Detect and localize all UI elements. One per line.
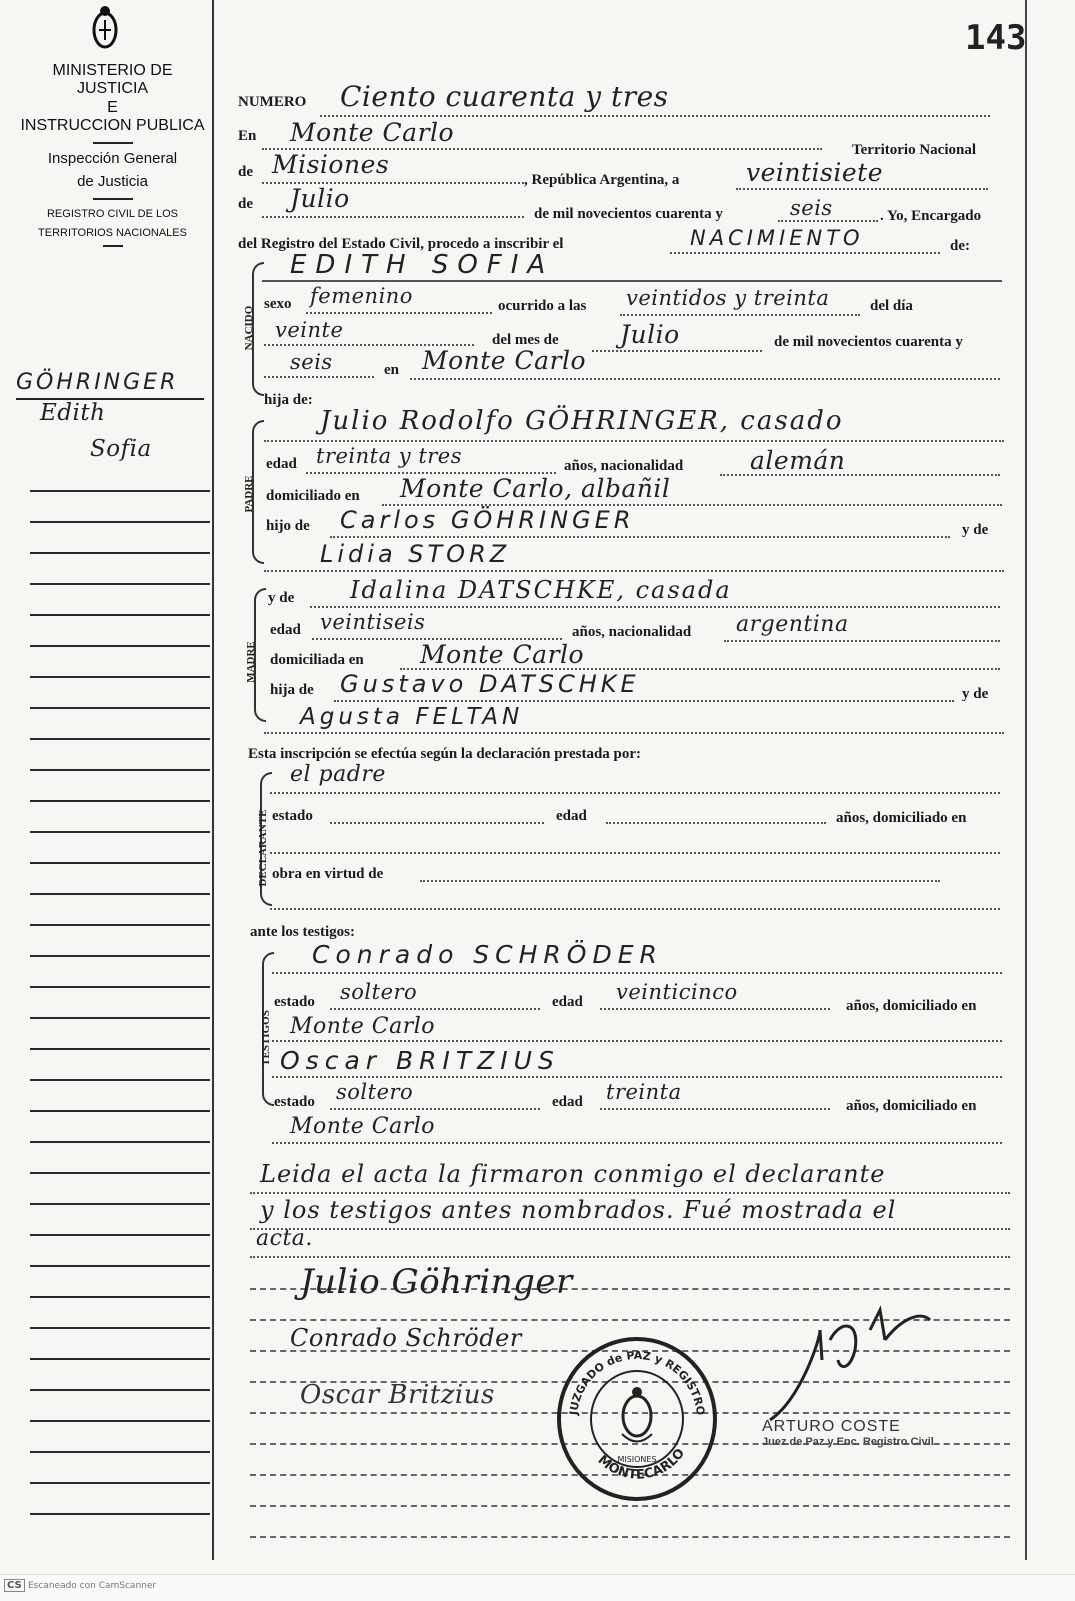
madre-father-value: Gustavo DATSCHKE xyxy=(340,670,640,698)
day-value: veintisiete xyxy=(746,158,884,187)
testigo2-edad: treinta xyxy=(606,1080,682,1104)
anio-line xyxy=(264,376,374,378)
nacido-mil-label: de mil novecientos cuarenta y xyxy=(774,334,963,350)
madre-dom-value: Monte Carlo xyxy=(420,640,585,669)
republica-label: , República Argentina, a xyxy=(524,172,680,188)
official-title: Juez de Paz y Enc. Registro Civil xyxy=(762,1436,934,1448)
padre-mother-value: Lidia STORZ xyxy=(320,540,511,568)
margin-rule xyxy=(30,707,210,709)
margin-rule xyxy=(30,924,210,926)
margin-rule xyxy=(30,645,210,647)
scanner-text: Escaneado con CamScanner xyxy=(28,1581,157,1591)
margin-rule xyxy=(30,490,210,492)
madre-edad-label: edad xyxy=(270,622,301,638)
hora-value: veintidos y treinta xyxy=(626,286,830,310)
padre-edad-label: edad xyxy=(266,456,297,472)
hija-label: hija de: xyxy=(264,392,313,408)
padre-dom-label: domiciliado en xyxy=(266,488,360,504)
de-label: de xyxy=(238,164,253,180)
padre-name-line xyxy=(264,440,1004,442)
scanner-badge: CS xyxy=(4,1579,25,1592)
declarante-estado-label: estado xyxy=(272,808,313,824)
testigo1-anios-label: años, domiciliado en xyxy=(846,998,977,1014)
testigo1-name: Conrado SCHRÖDER xyxy=(312,940,663,969)
ministry-line1: MINISTERIO DE JUSTICIA xyxy=(52,62,173,98)
margin-rule xyxy=(30,1389,210,1391)
padre-name: Julio Rodolfo GÖHRINGER, casado xyxy=(320,406,844,436)
testigo1-dom-line xyxy=(272,1040,1002,1042)
closing-line3-rule xyxy=(250,1256,1010,1258)
madre-yde-label: y de xyxy=(268,590,295,606)
ministry-line6: REGISTRO CIVIL DE LOS xyxy=(46,208,178,221)
padre-section-label: PADRE xyxy=(243,475,255,513)
margin-rule xyxy=(30,893,210,895)
de2-label: de xyxy=(238,196,253,212)
madre-y-label: y de xyxy=(962,686,989,702)
scanner-footer xyxy=(0,1574,1075,1601)
seal-mid-text: MISIONES xyxy=(617,1455,657,1464)
ministry-line3: INSTRUCCION PUBLICA xyxy=(20,117,205,135)
deldia-label: del día xyxy=(870,298,913,314)
margin-rule xyxy=(30,862,210,864)
margin-rule xyxy=(30,1265,210,1267)
madre-mother-value: Agusta FELTAN xyxy=(300,704,524,730)
declarante-obra-line2 xyxy=(270,908,1000,910)
declarante-obra-label: obra en virtud de xyxy=(272,866,384,882)
margin-rule xyxy=(30,800,210,802)
closing-line2: y los testigos antes nombrados. Fué mostrada el xyxy=(260,1196,897,1224)
padre-anios-label: años, nacionalidad xyxy=(564,458,684,474)
seal-bottom-text: MONTECARLO xyxy=(594,1446,689,1483)
margin-rule xyxy=(30,1358,210,1360)
padre-y-label: y de xyxy=(962,522,989,538)
padre-nac-line xyxy=(720,474,1000,476)
margin-rule xyxy=(30,1017,210,1019)
declarante-anios-label: años, domiciliado en xyxy=(836,810,967,826)
margin-given2: Sofia xyxy=(90,436,152,462)
anio-value: seis xyxy=(290,350,333,374)
nacido-name-line xyxy=(262,280,1002,282)
margin-rule xyxy=(30,986,210,988)
testigo2-dom: Monte Carlo xyxy=(290,1114,436,1139)
ministry-line5: de Justicia xyxy=(77,172,148,190)
ministry-header xyxy=(20,62,205,253)
madre-name: Idalina DATSCHKE, casada xyxy=(350,576,732,604)
margin-rule xyxy=(30,831,210,833)
signature-2: Conrado Schröder xyxy=(290,1324,522,1352)
closing-line1-rule xyxy=(250,1192,1010,1194)
margin-rule xyxy=(30,552,210,554)
en-label: En xyxy=(238,128,257,144)
testigo2-edad-label: edad xyxy=(552,1094,583,1110)
margin-rule xyxy=(30,1234,210,1236)
sexo-line xyxy=(306,312,492,314)
acto-line xyxy=(670,252,940,254)
dia-value: veinte xyxy=(275,318,344,342)
ministry-divider xyxy=(103,245,123,247)
margin-rule xyxy=(30,1172,210,1174)
yo-label: . Yo, Encargado xyxy=(880,208,982,224)
de-value: Misiones xyxy=(272,150,390,179)
madre-section-label: MADRE xyxy=(245,641,257,683)
coat-of-arms-icon xyxy=(92,4,118,52)
padre-hijo-label: hijo de xyxy=(266,518,310,534)
declarante-intro: Esta inscripción se efectúa según la declaración prestada por: xyxy=(248,746,642,762)
declarante-edad-label: edad xyxy=(556,808,587,824)
declarante-section-label: DECLARANTE xyxy=(257,809,269,887)
margin-rule xyxy=(30,1451,210,1453)
ministry-divider xyxy=(93,142,133,144)
margin-rule xyxy=(30,1141,210,1143)
margin-rule xyxy=(30,1420,210,1422)
month-value: Julio xyxy=(290,184,350,213)
testigo1-edad-line xyxy=(600,1008,830,1010)
lugar-line xyxy=(410,378,1000,380)
margin-rule xyxy=(30,1110,210,1112)
testigo2-estado: soltero xyxy=(336,1080,414,1104)
closing-line3: acta. xyxy=(256,1226,313,1251)
padre-father-line xyxy=(330,536,950,538)
nacido-en-label: en xyxy=(384,362,399,378)
seal-top-text: JUZGADO de PAZ y REGISTRO xyxy=(567,1348,707,1416)
margin-rule xyxy=(30,521,210,523)
madre-hija-label: hija de xyxy=(270,682,314,698)
margin-surname: GÖHRINGER xyxy=(16,370,179,395)
mes-value: Julio xyxy=(620,320,680,349)
numero-label: NUMERO xyxy=(238,94,307,110)
declarante-edad-line xyxy=(606,822,826,824)
testigo2-anios-label: años, domiciliado en xyxy=(846,1098,977,1114)
testigo1-estado-label: estado xyxy=(274,994,315,1010)
declarante-estado-line xyxy=(330,822,544,824)
testigo1-name-line xyxy=(272,972,1002,974)
declarante-line xyxy=(270,792,1000,794)
ministry-line7: TERRITORIOS NACIONALES xyxy=(38,226,187,239)
sexo-label: sexo xyxy=(264,296,292,312)
ministry-divider xyxy=(93,198,133,200)
testigo1-estado: soltero xyxy=(340,980,418,1004)
declarante-value: el padre xyxy=(290,762,386,787)
madre-mother-line xyxy=(264,732,1004,734)
margin-rule xyxy=(30,676,210,678)
testigo2-edad-line xyxy=(600,1108,830,1110)
declarante-obra-line xyxy=(420,880,940,882)
testigo2-name: Oscar BRITZIUS xyxy=(280,1046,560,1075)
ministry-line4: Inspección General xyxy=(47,149,178,167)
testigos-section-label: TESTIGOS xyxy=(260,1010,272,1066)
signature-rule xyxy=(250,1505,1010,1507)
page-number: 143 xyxy=(965,18,1027,58)
nacido-section-label: NACIDO xyxy=(243,305,255,351)
lugar-value: Monte Carlo xyxy=(422,346,587,375)
padre-edad-value: treinta y tres xyxy=(316,444,463,468)
official-name: ARTURO COSTE xyxy=(762,1418,901,1435)
testigo1-dom: Monte Carlo xyxy=(290,1014,436,1039)
margin-rule xyxy=(30,738,210,740)
sexo-value: femenino xyxy=(310,284,413,308)
mil-label: de mil novecientos cuarenta y xyxy=(534,206,723,222)
year-value: seis xyxy=(790,196,833,220)
nacido-name: EDITH SOFIA xyxy=(290,250,555,280)
padre-dom-value: Monte Carlo, albañil xyxy=(400,474,671,503)
margin-given1: Edith xyxy=(40,400,106,426)
madre-father-line xyxy=(334,700,954,702)
month-line xyxy=(262,216,524,218)
closing-line2-rule xyxy=(250,1228,1010,1230)
del-label: del Registro del Estado Civil, procedo a inscribir el xyxy=(238,236,564,252)
margin-rule xyxy=(30,1482,210,1484)
madre-dom-label: domiciliada en xyxy=(270,652,364,668)
official-signature-mark xyxy=(760,1300,960,1430)
ministry-line2: E xyxy=(107,98,118,116)
margin-rule xyxy=(30,583,210,585)
testigo1-edad-label: edad xyxy=(552,994,583,1010)
territorio-label: Territorio Nacional xyxy=(852,142,977,158)
en-value: Monte Carlo xyxy=(290,118,455,147)
testigo1-edad: veinticinco xyxy=(616,980,738,1004)
margin-rule xyxy=(30,769,210,771)
testigo2-name-line xyxy=(272,1076,1002,1078)
year-line xyxy=(778,220,878,222)
madre-nac-value: argentina xyxy=(736,612,849,637)
testigo2-estado-line xyxy=(330,1108,540,1110)
margin-rule xyxy=(30,1203,210,1205)
padre-mother-line xyxy=(264,570,1004,572)
right-column-rule xyxy=(1025,0,1027,1560)
margin-rule xyxy=(30,1296,210,1298)
margin-rule xyxy=(30,1048,210,1050)
closing-line1: Leida el acta la firmaron conmigo el declarante xyxy=(260,1160,886,1188)
official-seal xyxy=(552,1334,722,1504)
ocurrido-label: ocurrido a las xyxy=(498,298,587,314)
numero-line xyxy=(320,115,990,117)
left-column-rule xyxy=(212,0,214,1560)
day-line xyxy=(736,188,988,190)
madre-edad-value: veintiseis xyxy=(320,610,426,634)
mes-line xyxy=(592,350,762,352)
signature-1: Julio Göhringer xyxy=(300,1262,573,1302)
padre-nac-value: alemán xyxy=(750,446,846,475)
margin-rule xyxy=(30,1327,210,1329)
margin-rule xyxy=(30,1079,210,1081)
acto-value: NACIMIENTO xyxy=(690,226,864,250)
madre-name-line xyxy=(310,606,1000,608)
madre-nac-line xyxy=(724,640,1000,642)
margin-rule xyxy=(30,1513,210,1515)
de3-label: de: xyxy=(950,238,970,254)
hora-line xyxy=(620,314,860,316)
padre-father-value: Carlos GÖHRINGER xyxy=(340,506,635,534)
declarante-dom-line xyxy=(270,852,1000,854)
signature-3: Oscar Britzius xyxy=(300,1380,495,1410)
numero-value: Ciento cuarenta y tres xyxy=(340,80,669,113)
madre-anios-label: años, nacionalidad xyxy=(572,624,692,640)
delmes-label: del mes de xyxy=(492,332,559,348)
margin-rule xyxy=(30,614,210,616)
margin-rule xyxy=(30,955,210,957)
testigo1-estado-line xyxy=(330,1008,540,1010)
testigo2-estado-label: estado xyxy=(274,1094,315,1110)
testigo2-dom-line xyxy=(272,1142,1002,1144)
signature-rule xyxy=(250,1536,1010,1538)
testigos-intro: ante los testigos: xyxy=(250,924,355,940)
